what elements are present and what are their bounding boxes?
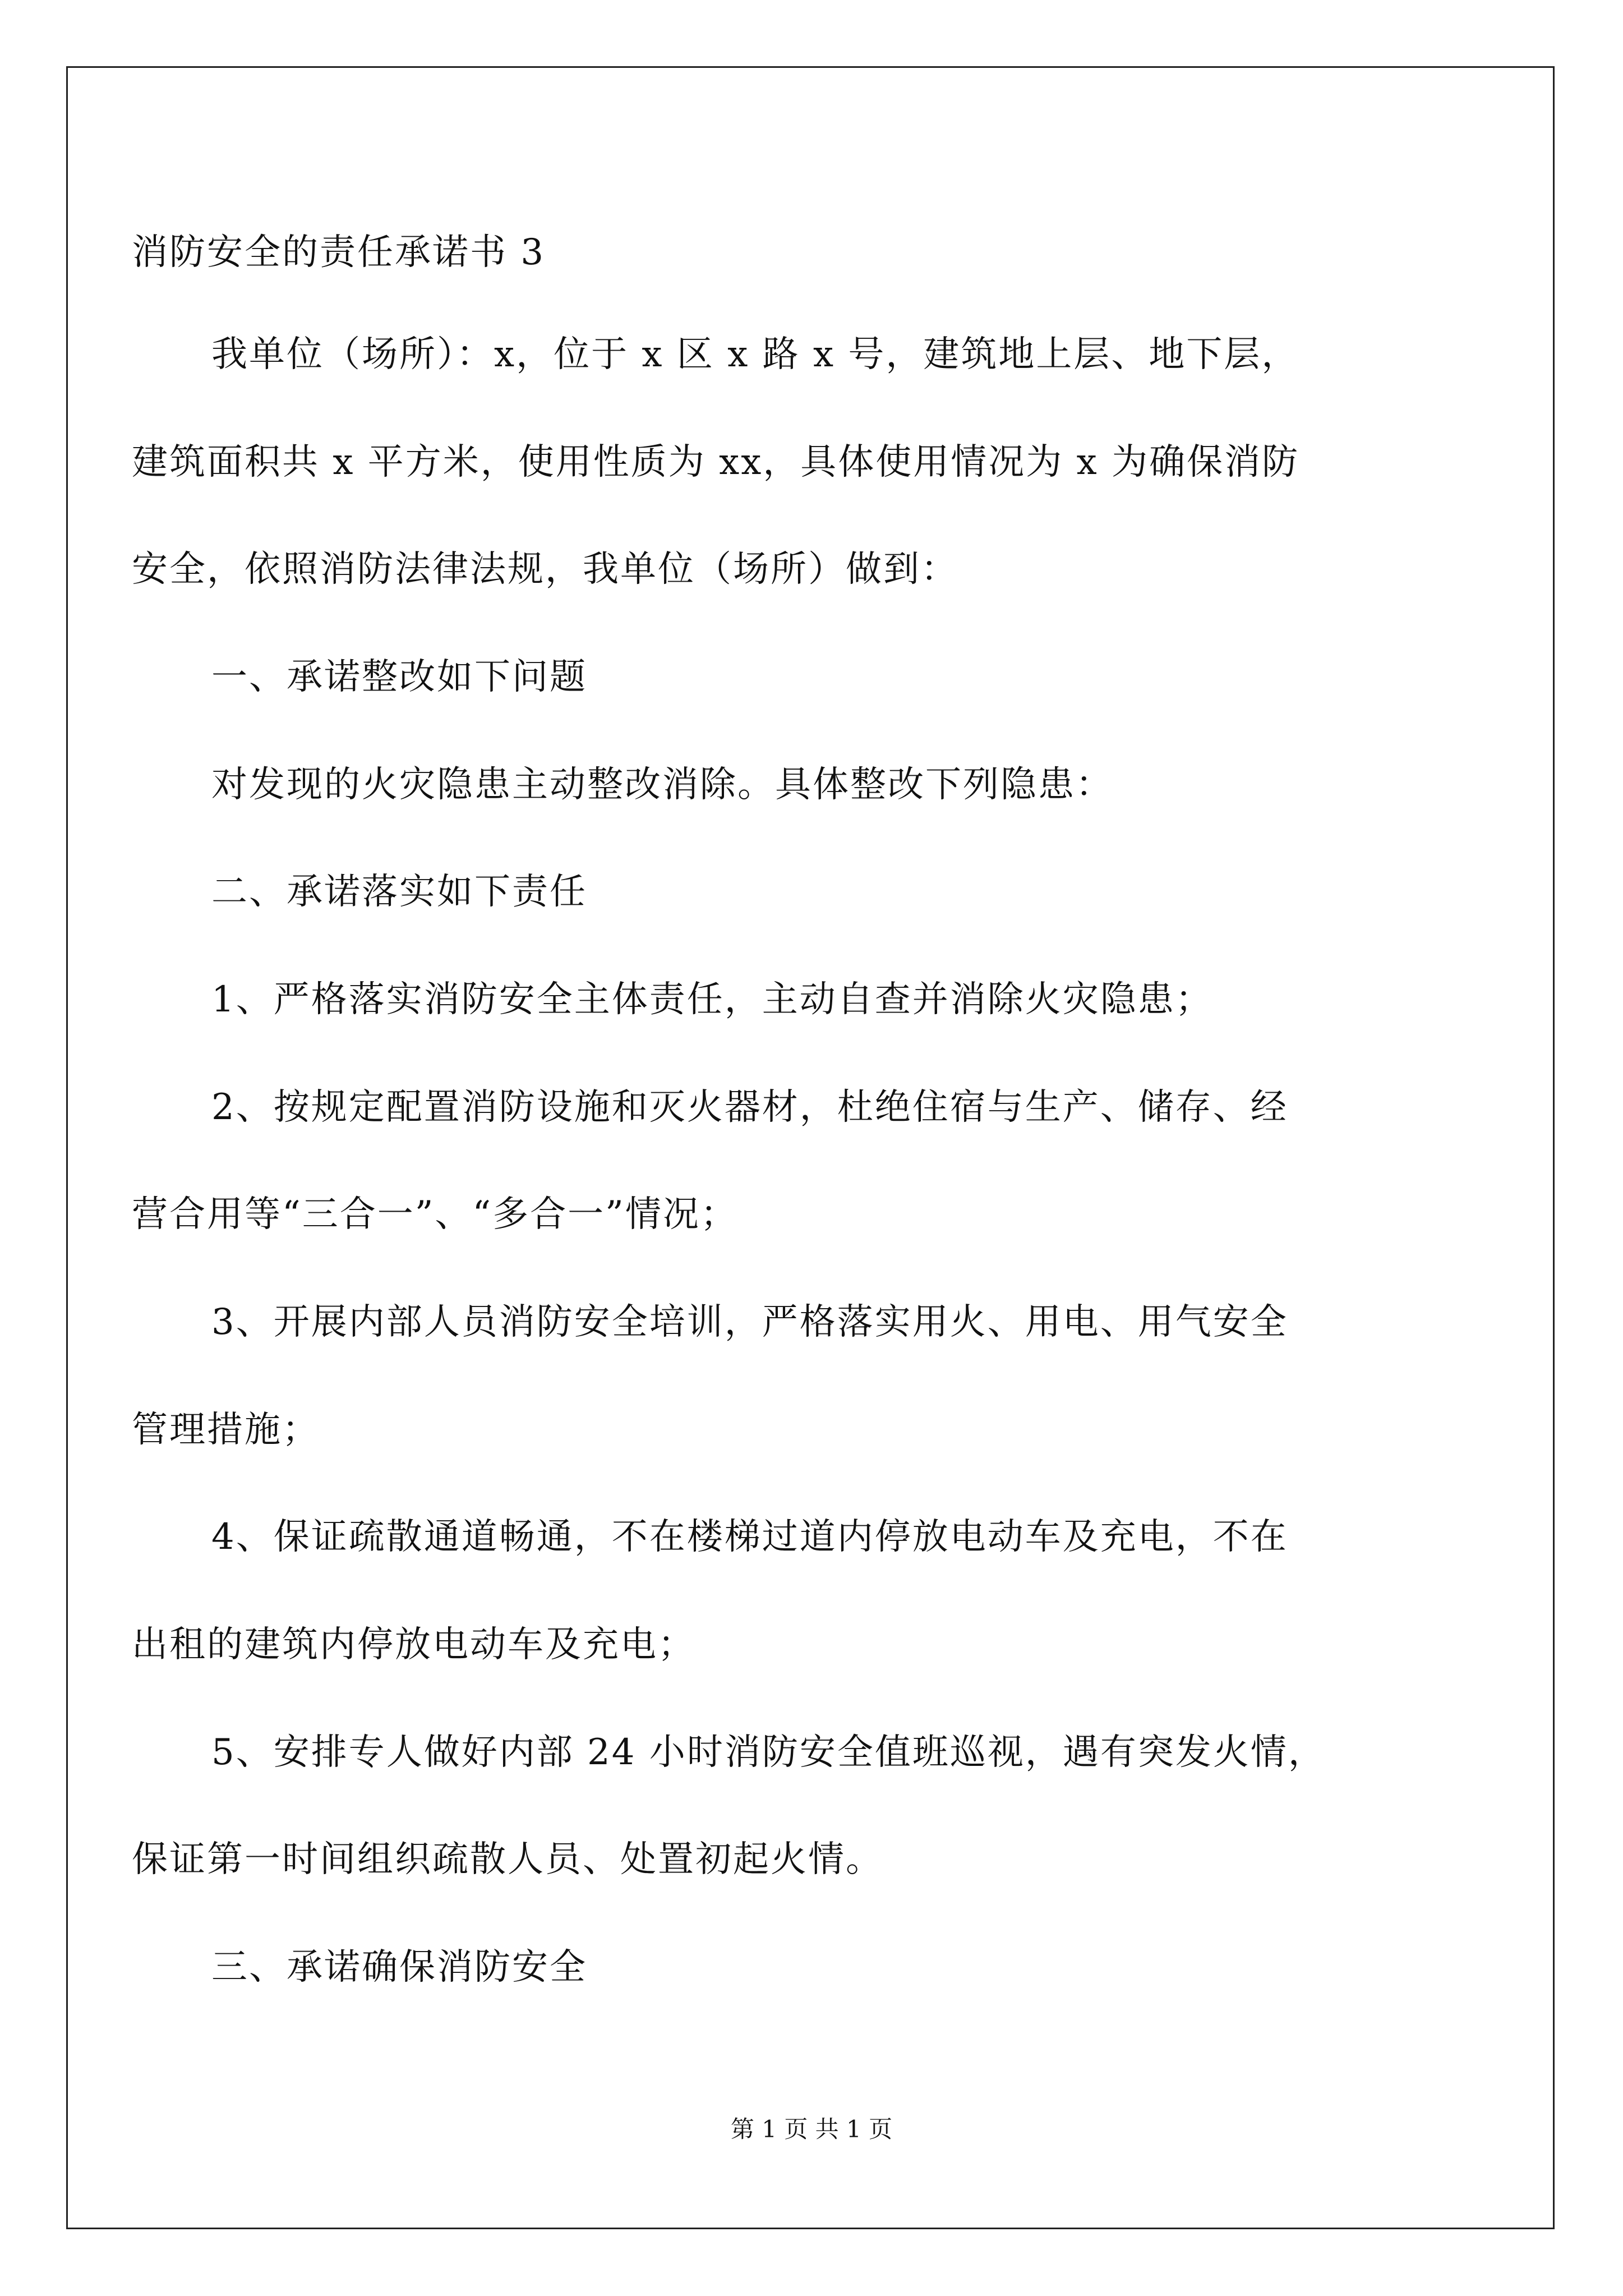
list-item: 1、严格落实消防安全主体责任，主动自查并消除火灾隐患； <box>211 979 1213 1020</box>
paragraph-line: 建筑面积共 x 平方米，使用性质为 xx，具体使用情况为 x 为确保消防 <box>132 441 1300 483</box>
paragraph-line: 我单位（场所）：x，位于 x 区 x 路 x 号，建筑地上层、地下层， <box>211 334 1299 375</box>
list-item-continuation: 保证第一时间组织疏散人员、处置初起火情。 <box>132 1839 883 1880</box>
page-number: 第 1 页 共 1 页 <box>730 2115 893 2143</box>
paragraph-line: 安全，依照消防法律法规，我单位（场所）做到： <box>132 549 958 590</box>
list-item-continuation: 出租的建筑内停放电动车及充电； <box>132 1624 695 1665</box>
list-item-continuation: 营合用等“三合一”、“多合一”情况； <box>132 1194 738 1235</box>
section-heading: 二、承诺落实如下责任 <box>211 871 587 913</box>
list-item-continuation: 管理措施； <box>132 1409 320 1451</box>
document-title: 消防安全的责任承诺书 3 <box>132 232 546 273</box>
list-item: 2、按规定配置消防设施和灭火器材，杜绝住宿与生产、储存、经 <box>211 1087 1288 1128</box>
paragraph-line: 对发现的火灾隐患主动整改消除。具体整改下列隐患： <box>211 764 1113 806</box>
list-item: 3、开展内部人员消防安全培训，严格落实用火、用电、用气安全 <box>211 1301 1288 1343</box>
page-border <box>66 66 1555 2229</box>
list-item: 5、安排专人做好内部 24 小时消防安全值班巡视，遇有突发火情， <box>211 1732 1326 1773</box>
list-item: 4、保证疏散通道畅通，不在楼梯过道内停放电动车及充电，不在 <box>211 1516 1288 1558</box>
section-heading: 一、承诺整改如下问题 <box>211 656 587 698</box>
section-heading: 三、承诺确保消防安全 <box>211 1947 587 1988</box>
